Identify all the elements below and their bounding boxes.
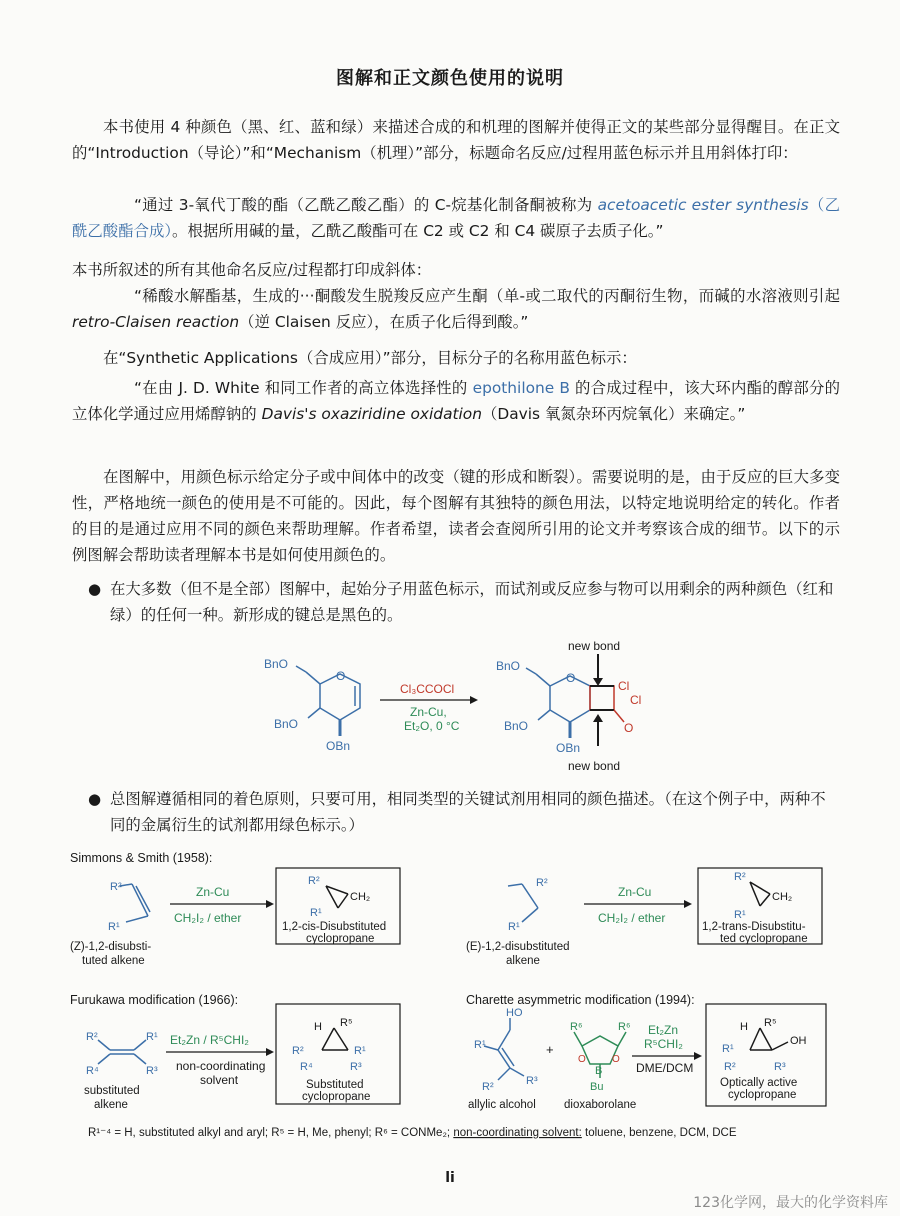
reagent-label: R⁵CHI₂	[644, 1037, 683, 1051]
footnote-solvent-heading: non-coordinating solvent:	[453, 1127, 582, 1139]
scheme-footnote	[88, 1127, 737, 1139]
quote-acetoacetic	[72, 192, 840, 244]
furukawa-title: Furukawa modification (1966):	[70, 993, 239, 1007]
e-alkene-label: alkene	[506, 955, 540, 967]
obn-label: OBn	[556, 741, 581, 755]
r2-label: R²	[482, 1081, 494, 1093]
r1-label: R¹	[722, 1043, 734, 1055]
r3-label: R³	[526, 1075, 538, 1087]
r1-label: R¹	[474, 1039, 486, 1051]
ring-oxygen-label: O	[566, 671, 576, 685]
solvent-label: DME/DCM	[636, 1061, 694, 1075]
q3-text-c: 的合成过程中，该大环内酯的醇部分的立体化学通过应用烯醇钠的	[72, 379, 840, 423]
r2-label: R²	[724, 1061, 736, 1073]
oxygen-label: O	[612, 1054, 620, 1065]
optically-active-label: cyclopropane	[728, 1089, 797, 1101]
r2-label: R²	[86, 1031, 98, 1043]
q1-named-reaction-cn: （乙酰乙酸酯合成）	[72, 196, 840, 240]
bullet-2-text: 总图解遵循相同的着色原则，只要可用，相同类型的关键试剂用相同的颜色描述。（在这个例子中，两种不同的金属衍生的试剂都用绿色标示。）	[110, 790, 826, 834]
r3-label: R³	[774, 1061, 786, 1073]
reagent-label: Et₂Zn	[648, 1023, 678, 1037]
r1-label: R¹	[734, 909, 746, 921]
r1-label: R¹	[508, 921, 520, 933]
trans-product-label: 1,2-trans-Disubstitu-	[702, 921, 806, 933]
p3-text-c: ”部分，目标分子的名称用蓝色标示：	[382, 349, 637, 367]
r6-label: R⁶	[570, 1021, 583, 1033]
q1-text-d: 。根据所用碱的量，乙酰乙酸酯可在 C2 或 C2 和 C4 碳原子去质子化。”	[172, 222, 664, 240]
r5-label: R⁵	[340, 1017, 353, 1029]
bullet-item-2	[88, 786, 840, 838]
condition-label: Et₂O, 0 °C	[404, 719, 460, 733]
paragraph-italic-note: 本书所叙述的所有其他命名反应/过程都打印成斜体：	[72, 261, 432, 279]
substituted-product-label: cyclopropane	[302, 1091, 371, 1103]
boron-label: B	[595, 1065, 603, 1077]
q3-text-a: “在由 J. D. White 和同工作者的高立体选择性的	[134, 379, 473, 397]
footnote-r5-r6: R⁵ = H, Me, phenyl; R⁶ = CONMe₂;	[271, 1127, 454, 1139]
watermark: 123化学网，最大的化学资料库	[693, 1195, 888, 1211]
q1-text-a: “通过 3-氧代丁酸的酯（乙酰乙酸乙酯）的 C-烷基化制备酮被称为	[134, 196, 598, 214]
r2-label: R²	[536, 877, 548, 889]
r2-label: R²	[110, 881, 122, 893]
ch2-label: CH₂	[350, 891, 371, 903]
solvent-label: solvent	[200, 1073, 239, 1087]
q3-named-reaction: Davis's oxaziridine oxidation	[261, 405, 482, 423]
r3-label: R³	[146, 1065, 158, 1077]
oh-label: OH	[790, 1035, 807, 1047]
q1-named-reaction: acetoacetic ester synthesis	[597, 196, 809, 214]
bullet-item-1	[88, 576, 840, 628]
scheme-ketene-cycloaddition	[260, 636, 680, 776]
bno-label: BnO	[504, 719, 529, 733]
cis-product-label: 1,2-cis-Disubstituted	[282, 921, 387, 933]
q3-text-e: （Davis 氧氮杂环丙烷氧化）来确定。”	[481, 405, 746, 423]
allylic-alcohol-label: allylic alcohol	[468, 1099, 536, 1111]
q3-target-molecule: epothilone B	[472, 379, 570, 397]
r1-label: R¹	[310, 907, 322, 919]
reagent-label: Zn-Cu	[618, 885, 652, 899]
substituted-alkene-label: alkene	[94, 1099, 128, 1111]
ho-label: HO	[506, 1007, 523, 1019]
page-number: li	[445, 1170, 455, 1186]
bullet-1-text: 在大多数（但不是全部）图解中，起始分子用蓝色标示，而试剂或反应参与物可以用剩余的两种颜色（红和绿）的任何一种。新形成的键总是黑色的。	[110, 580, 834, 624]
chlorine-label: Cl	[618, 679, 630, 693]
h-label: H	[314, 1021, 322, 1033]
p1-mechanism: Mechanism（机理）	[273, 144, 416, 162]
scheme-cyclopropanation	[70, 846, 840, 1146]
reagent-label: CH₂I₂ / ether	[598, 911, 666, 925]
q2-text-c: （逆 Claisen 反应），在质子化后得到酸。”	[239, 313, 529, 331]
r5-label: R⁵	[764, 1017, 777, 1029]
p1-text-c: ”和“	[242, 144, 274, 162]
q2-text-a: “稀酸水解酯基，生成的···酮酸发生脱羧反应产生酮（单-或二取代的丙酮衍生物，而碱的水溶液则引起	[134, 287, 840, 305]
bno-label: BnO	[496, 659, 521, 673]
substituted-alkene-label: substituted	[84, 1085, 140, 1097]
substituted-product-label: Substituted	[306, 1079, 364, 1091]
ch2-label: CH₂	[772, 891, 793, 903]
condition-label: Zn-Cu,	[410, 705, 447, 719]
reagent-label: Et₂Zn / R⁵CHI₂	[170, 1033, 249, 1047]
r1-label: R¹	[146, 1031, 158, 1043]
footnote-solvents: toluene, benzene, DCM, DCE	[581, 1127, 737, 1139]
oxygen-label: O	[578, 1054, 586, 1065]
p3-text-a: 在“	[103, 349, 127, 367]
bno-label: BnO	[274, 717, 299, 731]
r4-label: R⁴	[86, 1065, 99, 1077]
quote-epothilone	[72, 375, 840, 427]
p1-text-e: ”部分，标题命名反应/过程用蓝色标示并且用斜体打印：	[415, 144, 798, 162]
e-alkene-label: (E)-1,2-disubstituted	[466, 941, 570, 953]
h-label: H	[740, 1021, 748, 1033]
chlorine-label: Cl	[630, 693, 642, 707]
reagent-label: CH₂I₂ / ether	[174, 911, 242, 925]
q2-named-reaction: retro-Claisen reaction	[72, 313, 240, 331]
r4-label: R⁴	[300, 1061, 313, 1073]
r2-label: R²	[308, 875, 320, 887]
solvent-label: non-coordinating	[176, 1059, 266, 1073]
quote-retro-claisen	[72, 283, 840, 335]
trans-product-label: ted cyclopropane	[720, 933, 808, 945]
bullet-dot: ●	[88, 790, 102, 808]
paragraph-intro	[72, 114, 840, 166]
charette-title: Charette asymmetric modification (1994):	[466, 993, 695, 1007]
ring-oxygen-label: O	[336, 669, 346, 683]
dioxaborolane-label: dioxaborolane	[564, 1099, 637, 1111]
r2-label: R²	[734, 871, 746, 883]
reagent-label: Zn-Cu	[196, 885, 230, 899]
z-alkene-label: (Z)-1,2-disubsti-	[70, 941, 152, 953]
simmons-smith-title: Simmons & Smith (1958):	[70, 851, 213, 865]
new-bond-label: new bond	[568, 639, 621, 653]
r1-label: R¹	[108, 921, 120, 933]
paragraph-schemes: 在图解中，用颜色标示给定分子或中间体中的改变（键的形成和断裂）。需要说明的是，由于反应的巨大多变性，严格地统一颜色的使用是不可能的。因此，每个图解有其独特的颜色用法，以特定地说明给定的转化。作者的目的是通过应用不同的颜色来帮助理解。作者希望，读者会查阅所引用的论文并考察该合成的细节。以下的示例图解会帮助读者理解本书是如何使用颜色的。	[72, 468, 840, 564]
carbonyl-oxygen-label: O	[624, 721, 634, 735]
r2-label: R²	[292, 1045, 304, 1057]
plus-sign: +	[546, 1042, 554, 1057]
p1-introduction: Introduction（导论）	[95, 144, 243, 162]
r1-label: R¹	[354, 1045, 366, 1057]
footnote-r1-4: R¹⁻⁴ = H, substituted alkyl and aryl;	[88, 1127, 272, 1139]
p3-section-name: Synthetic Applications（合成应用）	[126, 349, 383, 367]
new-bond-label: new bond	[568, 759, 621, 773]
paragraph-synthetic	[72, 345, 840, 371]
optically-active-label: Optically active	[720, 1077, 798, 1089]
bullet-dot: ●	[88, 580, 102, 598]
p1-text-a: 本书使用 4 种颜色（黑、红、蓝和绿）来描述合成的和机理的图解并使得正文的某些部分显得醒目。在正文的“	[72, 118, 840, 162]
bno-label: BnO	[264, 657, 289, 671]
cis-product-label: cyclopropane	[306, 933, 375, 945]
reagent-label: Cl₃CCOCl	[400, 682, 455, 696]
obn-label: OBn	[326, 739, 351, 753]
z-alkene-label: tuted alkene	[82, 955, 145, 967]
page-title: 图解和正文颜色使用的说明	[336, 68, 564, 89]
butyl-label: Bu	[590, 1081, 604, 1093]
r3-label: R³	[350, 1061, 362, 1073]
r6-label: R⁶	[618, 1021, 631, 1033]
